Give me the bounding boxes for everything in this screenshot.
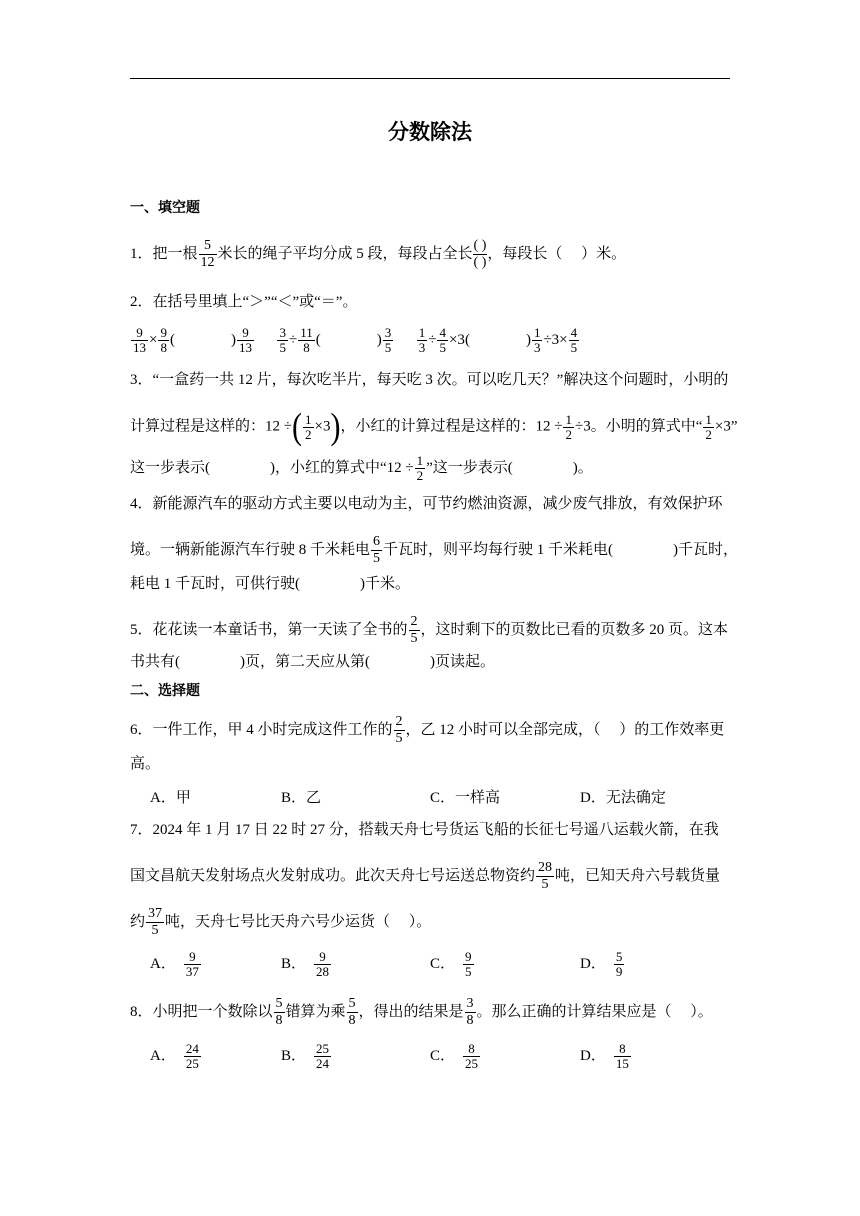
option-b[interactable]: B．乙: [281, 790, 322, 806]
question-6-line-1: 6．一件工作，甲 4 小时完成这件工作的 $\frac{2}{5}$ ，乙 12 小时可以全部完成，（ ）的工作效率更: [130, 714, 725, 746]
option-b[interactable]: B． $\frac{9}{28}$: [281, 949, 330, 979]
question-2: 2．在括号里填上“＞”“＜”或“＝”。: [130, 294, 358, 310]
question-2-expressions: $\frac{9}{13}$ × $\frac{9}{8}$ ( ) $\frac{9}{13}$ $\frac{3}{5}$ ÷ $\frac{11}{8}$ ( ) $\frac{3}{5}$ $\frac{1}{3}$ ÷ $\frac{4}{5}$ ×3( ) $\frac{1}{3}$ ÷3× $\frac{4}{5}$: [133, 325, 578, 355]
section-choice-heading: 二、选择题: [130, 683, 200, 699]
option-b[interactable]: B． $\frac{25}{24}$: [281, 1041, 330, 1071]
option-a[interactable]: A．甲: [150, 790, 191, 806]
option-a[interactable]: A． $\frac{24}{25}$: [150, 1041, 199, 1071]
question-7-line-1: 7．2024 年 1 月 17 日 22 时 27 分，搭载天舟七号货运飞船的长征七号遥八运载火箭，在我: [130, 822, 719, 838]
page-title: 分数除法: [388, 120, 472, 144]
answer-blank-fraction[interactable]: ( ) ( ): [473, 238, 487, 270]
option-a[interactable]: A． $\frac{9}{37}$: [150, 949, 199, 979]
question-6-line-2: 高。: [130, 756, 161, 772]
question-3-line-3: 这一步表示( )，小红的算式中“12 ÷ $\frac{1}{2}$ ”这一步表示( )。: [130, 453, 593, 483]
section-fill-heading: 一、填空题: [130, 200, 200, 216]
question-4-line-2: 境。一辆新能源汽车行驶 8 千米耗电 $\frac{6}{5}$ 千瓦时，则平均每行驶 1 千米耗电( )千瓦时，: [130, 534, 739, 566]
fraction: $\frac{5}{12}$: [200, 238, 215, 270]
option-c[interactable]: C． $\frac{8}{25}$: [430, 1041, 479, 1071]
question-3-line-2: 计算过程是这样的：12 ÷( $\frac{1}{2}$ ×3)，小红的计算过程是这样的：12 ÷ $\frac{1}{2}$ ÷3。小明的算式中“ $\frac{1}{2}$ ×3”: [130, 405, 738, 447]
header-rule: [130, 78, 730, 79]
option-d[interactable]: D． $\frac{8}{15}$: [580, 1041, 629, 1071]
option-d[interactable]: D． $\frac{5}{9}$: [580, 949, 623, 979]
question-7-line-2: 国文昌航天发射场点火发射成功。此次天舟七号运送总物资约 $\frac{28}{5}$ 吨，已知天舟六号载货量: [130, 860, 721, 892]
question-4-line-3: 耗电 1 千瓦时，可供行驶( )千米。: [130, 576, 410, 592]
question-3-line-1: 3．“一盒药一共 12 片，每次吃半片，每天吃 3 次。可以吃几天？”解决这个问题时，小明的: [130, 372, 729, 388]
question-5-line-1: 5．花花读一本童话书，第一天读了全书的 $\frac{2}{5}$ ，这时剩下的页数比已看的页数多 20 页。这本: [130, 614, 729, 646]
option-c[interactable]: C． $\frac{9}{5}$: [430, 949, 472, 979]
question-4-line-1: 4．新能源汽车的驱动方式主要以电动为主，可节约燃油资源，减少废气排放，有效保护环: [130, 496, 723, 512]
option-d[interactable]: D．无法确定: [580, 790, 666, 806]
question-8: 8．小明把一个数除以 $\frac{5}{8}$ 错算为乘 $\frac{5}{8}$ ，得出的结果是 $\frac{3}{8}$ 。那么正确的计算结果应是（ ）。: [130, 996, 713, 1028]
question-5-line-2: 书共有( )页，第二天应从第( )页读起。: [130, 654, 495, 670]
question-1: 1．把一根 $\frac{5}{12}$ 米长的绳子平均分成 5 段，每段占全长 ( ) ( )，每段长（ ）米。: [130, 238, 627, 270]
option-c[interactable]: C．一样高: [430, 790, 501, 806]
question-7-line-3: 约 $\frac{37}{5}$ 吨，天舟七号比天舟六号少运货（ ）。: [130, 906, 432, 938]
